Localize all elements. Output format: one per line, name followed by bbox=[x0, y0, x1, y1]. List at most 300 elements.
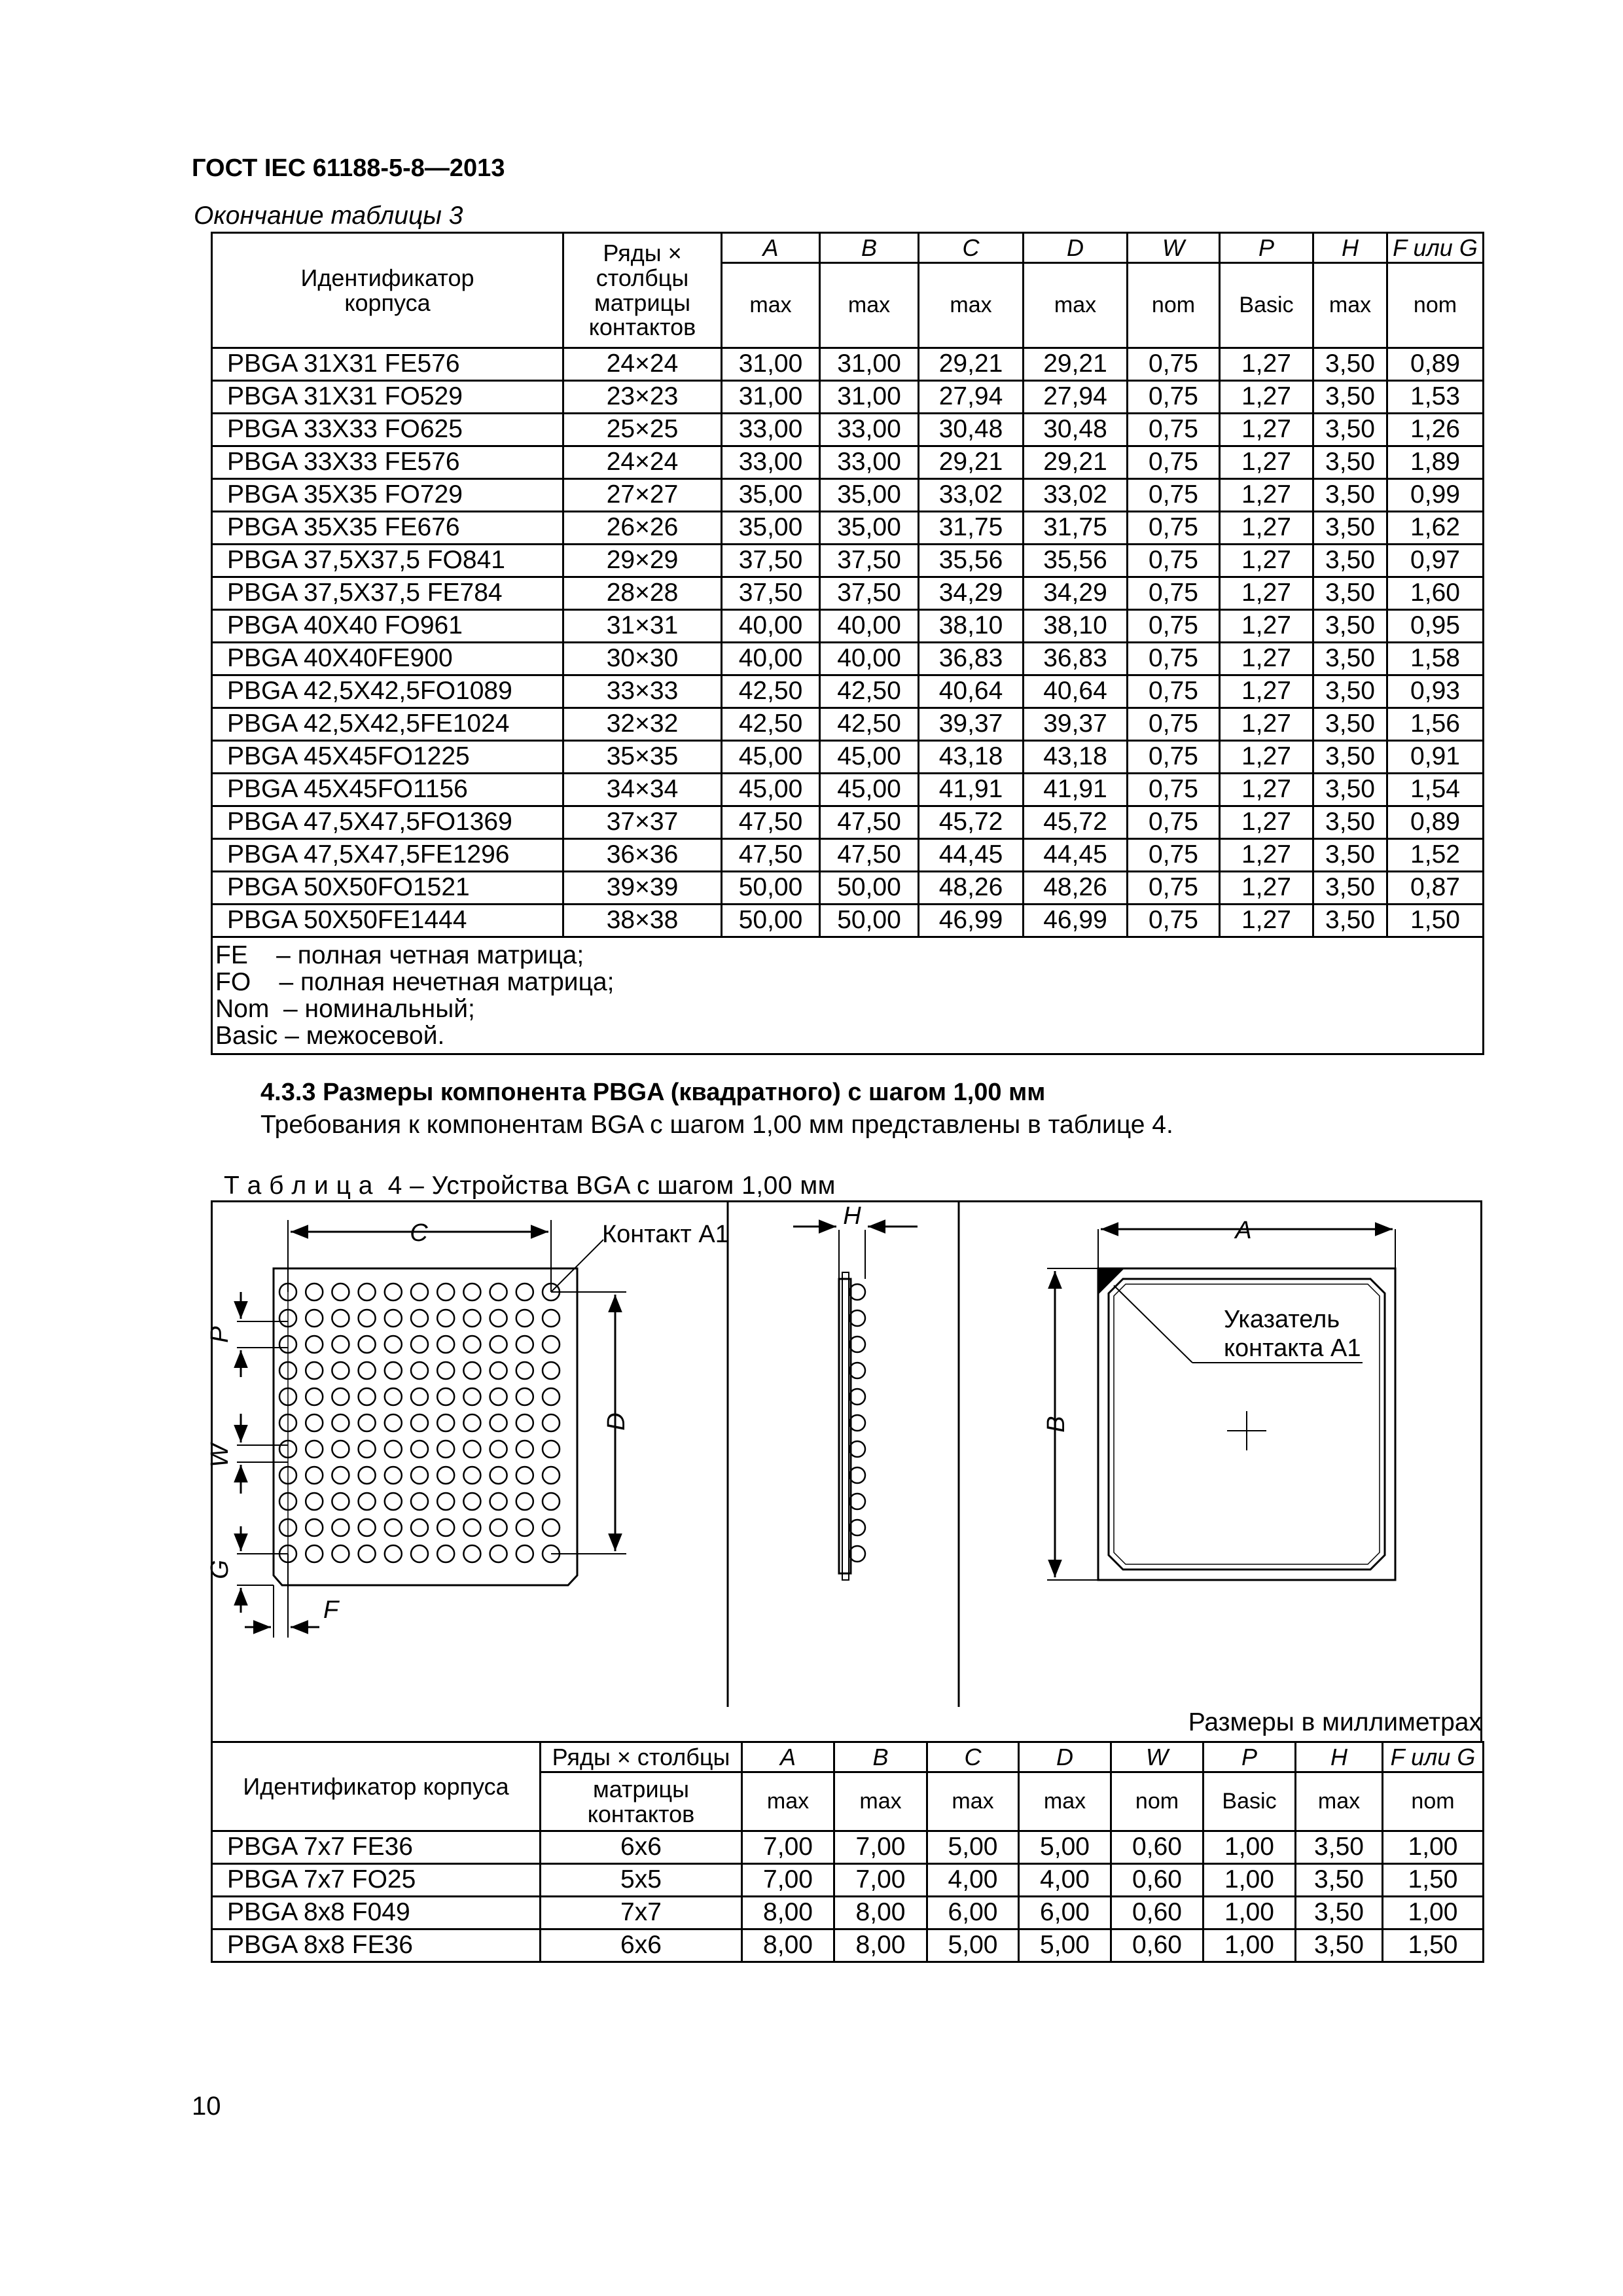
solder-ball bbox=[411, 1414, 428, 1431]
table4-head-p: P bbox=[1204, 1742, 1296, 1772]
solder-ball bbox=[463, 1310, 480, 1327]
solder-ball bbox=[306, 1493, 323, 1510]
table-cell: 35×35 bbox=[563, 741, 722, 774]
solder-ball bbox=[463, 1362, 480, 1379]
table-cell: 45,00 bbox=[722, 774, 820, 806]
solder-ball bbox=[463, 1283, 480, 1300]
solder-ball bbox=[490, 1493, 507, 1510]
table4-caption: Т а б л и ц а 4 – Устройства BGA с шагом 1,00 мм bbox=[224, 1172, 836, 1200]
solder-ball bbox=[437, 1310, 454, 1327]
solder-ball bbox=[463, 1519, 480, 1536]
solder-ball bbox=[359, 1414, 376, 1431]
table-cell: 1,62 bbox=[1387, 512, 1484, 545]
side-solder-ball bbox=[849, 1467, 865, 1483]
table-cell: 0,89 bbox=[1387, 348, 1484, 381]
table-cell: 33×33 bbox=[563, 675, 722, 708]
table-cell: 33,00 bbox=[722, 446, 820, 479]
note-basic: Basic – межосевой. bbox=[215, 1021, 445, 1050]
table3-caption: Окончание таблицы 3 bbox=[194, 202, 463, 230]
table-cell: 1,26 bbox=[1387, 414, 1484, 446]
table4-limit-c: max bbox=[927, 1772, 1019, 1831]
solder-ball bbox=[359, 1336, 376, 1353]
table3-head-b: B bbox=[820, 233, 919, 263]
solder-ball bbox=[490, 1310, 507, 1327]
side-solder-ball bbox=[849, 1520, 865, 1535]
table-cell: 48,26 bbox=[919, 872, 1024, 905]
table-row bbox=[212, 643, 1484, 675]
table-cell: 35,56 bbox=[1024, 545, 1128, 577]
table3-limit-b: max bbox=[820, 263, 919, 348]
table-cell: 37,50 bbox=[820, 545, 919, 577]
solder-ball bbox=[332, 1362, 349, 1379]
table-cell: 1,27 bbox=[1220, 381, 1313, 414]
note-fo: FO – полная нечетная матрица; bbox=[215, 968, 615, 997]
table-cell: 0,75 bbox=[1128, 610, 1220, 643]
table-cell: 37×37 bbox=[563, 806, 722, 839]
table4-limit-f-or-g: nom bbox=[1383, 1772, 1484, 1831]
solder-ball bbox=[411, 1493, 428, 1510]
table-cell-id: PBGA 45X45FO1225 bbox=[212, 741, 563, 774]
table-cell: 0,75 bbox=[1128, 348, 1220, 381]
table-cell: 24×24 bbox=[563, 446, 722, 479]
table-cell: 47,50 bbox=[722, 806, 820, 839]
table-cell: 0,75 bbox=[1128, 839, 1220, 872]
table-cell: 1,27 bbox=[1220, 414, 1313, 446]
table-cell: 1,00 bbox=[1204, 1864, 1296, 1897]
table-row bbox=[212, 708, 1484, 741]
table-cell: 1,27 bbox=[1220, 741, 1313, 774]
table-cell: 0,95 bbox=[1387, 610, 1484, 643]
solder-ball bbox=[490, 1362, 507, 1379]
table-cell: 1,58 bbox=[1387, 643, 1484, 675]
table-cell: 0,75 bbox=[1128, 381, 1220, 414]
bga-package-figure bbox=[206, 1200, 1482, 1742]
solder-ball bbox=[490, 1519, 507, 1536]
table-cell: 40,64 bbox=[1024, 675, 1128, 708]
solder-ball bbox=[516, 1545, 533, 1562]
table3-limit-w: nom bbox=[1128, 263, 1220, 348]
solder-ball bbox=[359, 1310, 376, 1327]
table-cell: 5,00 bbox=[927, 1831, 1019, 1864]
table-cell: 47,50 bbox=[820, 806, 919, 839]
table-cell: 4,00 bbox=[927, 1864, 1019, 1897]
table-cell: 33,02 bbox=[1024, 479, 1128, 512]
table-cell: 38,10 bbox=[1024, 610, 1128, 643]
table-cell: 7,00 bbox=[834, 1831, 927, 1864]
table-cell: 6x6 bbox=[541, 1929, 742, 1962]
table3-head-h: H bbox=[1313, 233, 1387, 263]
solder-ball bbox=[437, 1493, 454, 1510]
top-view bbox=[1043, 1217, 1395, 1580]
table-cell: 45,00 bbox=[820, 774, 919, 806]
table-cell: 1,89 bbox=[1387, 446, 1484, 479]
solder-ball bbox=[490, 1441, 507, 1458]
solder-ball bbox=[385, 1336, 402, 1353]
table-cell-id: PBGA 31X31 FO529 bbox=[212, 381, 563, 414]
table-cell: 3,50 bbox=[1313, 741, 1387, 774]
solder-ball bbox=[332, 1545, 349, 1562]
table-cell: 48,26 bbox=[1024, 872, 1128, 905]
table-row bbox=[212, 1831, 1484, 1864]
table-cell-id: PBGA 42,5X42,5FO1089 bbox=[212, 675, 563, 708]
solder-ball bbox=[516, 1336, 533, 1353]
dim-p-label: P bbox=[206, 1326, 234, 1343]
table4-head-f-or-g: F или G bbox=[1383, 1742, 1484, 1772]
table-cell-id: PBGA 45X45FO1156 bbox=[212, 774, 563, 806]
table-cell: 31×31 bbox=[563, 610, 722, 643]
table-cell: 24×24 bbox=[563, 348, 722, 381]
side-balls bbox=[849, 1284, 865, 1562]
solder-ball bbox=[490, 1336, 507, 1353]
table-cell: 40,00 bbox=[722, 643, 820, 675]
table-cell: 0,97 bbox=[1387, 545, 1484, 577]
table-cell-id: PBGA 7x7 FO25 bbox=[212, 1864, 541, 1897]
solder-ball bbox=[385, 1441, 402, 1458]
table-cell: 1,27 bbox=[1220, 774, 1313, 806]
table-cell: 1,27 bbox=[1220, 708, 1313, 741]
table-cell: 1,00 bbox=[1383, 1831, 1484, 1864]
table-row bbox=[212, 610, 1484, 643]
table-row bbox=[212, 545, 1484, 577]
solder-ball bbox=[411, 1388, 428, 1405]
table-cell: 42,50 bbox=[820, 675, 919, 708]
table4-head-b: B bbox=[834, 1742, 927, 1772]
table-row bbox=[212, 414, 1484, 446]
table-cell: 3,50 bbox=[1313, 708, 1387, 741]
solder-ball bbox=[306, 1545, 323, 1562]
solder-ball bbox=[543, 1336, 560, 1353]
solder-ball bbox=[543, 1362, 560, 1379]
table-cell: 0,91 bbox=[1387, 741, 1484, 774]
solder-ball bbox=[359, 1362, 376, 1379]
table-cell-id: PBGA 33X33 FE576 bbox=[212, 446, 563, 479]
table-cell-id: PBGA 8x8 F049 bbox=[212, 1897, 541, 1929]
solder-ball bbox=[463, 1388, 480, 1405]
table-cell: 5,00 bbox=[927, 1929, 1019, 1962]
solder-ball bbox=[332, 1388, 349, 1405]
table-cell: 31,00 bbox=[820, 381, 919, 414]
contact-a1-label: Контакт A1 bbox=[602, 1221, 729, 1248]
solder-ball bbox=[463, 1545, 480, 1562]
table-row bbox=[212, 1929, 1484, 1962]
solder-ball bbox=[437, 1283, 454, 1300]
pointer-label-line2: контакта A1 bbox=[1224, 1335, 1361, 1362]
table4-head-c: C bbox=[927, 1742, 1019, 1772]
table-cell: 27,94 bbox=[919, 381, 1024, 414]
table-cell: 0,60 bbox=[1111, 1831, 1204, 1864]
table-cell: 1,50 bbox=[1383, 1929, 1484, 1962]
solder-ball bbox=[359, 1519, 376, 1536]
table4-limit-a: max bbox=[742, 1772, 834, 1831]
table-cell: 31,00 bbox=[722, 348, 820, 381]
solder-ball bbox=[516, 1441, 533, 1458]
section-text: Требования к компонентам BGA с шагом 1,00 мм представлены в таблице 4. bbox=[260, 1111, 1173, 1139]
table3-head bbox=[212, 233, 1484, 348]
side-solder-ball bbox=[849, 1336, 865, 1352]
table-cell-id: PBGA 35X35 FO729 bbox=[212, 479, 563, 512]
solder-ball bbox=[543, 1441, 560, 1458]
table-cell: 6x6 bbox=[541, 1831, 742, 1864]
table3-limit-a: max bbox=[722, 263, 820, 348]
table-cell: 36×36 bbox=[563, 839, 722, 872]
table4-body bbox=[212, 1831, 1484, 1962]
table-row bbox=[212, 577, 1484, 610]
table-cell: 1,27 bbox=[1220, 643, 1313, 675]
solder-ball bbox=[332, 1467, 349, 1484]
table-cell: 0,75 bbox=[1128, 675, 1220, 708]
table-cell: 7x7 bbox=[541, 1897, 742, 1929]
table-row bbox=[212, 806, 1484, 839]
table-cell: 1,27 bbox=[1220, 839, 1313, 872]
solder-ball bbox=[385, 1467, 402, 1484]
solder-ball bbox=[306, 1336, 323, 1353]
table-cell: 45,00 bbox=[722, 741, 820, 774]
table-row bbox=[212, 1864, 1484, 1897]
side-solder-ball bbox=[849, 1441, 865, 1457]
table-cell: 36,83 bbox=[919, 643, 1024, 675]
table-cell: 33,00 bbox=[820, 414, 919, 446]
table-row bbox=[212, 348, 1484, 381]
table3-head-rows-cols: Ряды × столбцы матрицы контактов bbox=[563, 233, 722, 348]
table-cell: 33,00 bbox=[722, 414, 820, 446]
table-cell: 30,48 bbox=[1024, 414, 1128, 446]
ball-grid bbox=[279, 1283, 560, 1562]
solder-ball bbox=[543, 1414, 560, 1431]
solder-ball bbox=[306, 1388, 323, 1405]
table4-head-h: H bbox=[1296, 1742, 1383, 1772]
table-cell: 39×39 bbox=[563, 872, 722, 905]
table-cell: 29,21 bbox=[919, 446, 1024, 479]
table-cell: 38,10 bbox=[919, 610, 1024, 643]
table-cell: 4,00 bbox=[1019, 1864, 1111, 1897]
table-cell: 25×25 bbox=[563, 414, 722, 446]
table4-limit-w: nom bbox=[1111, 1772, 1204, 1831]
table-cell: 1,27 bbox=[1220, 610, 1313, 643]
solder-ball bbox=[306, 1414, 323, 1431]
table-cell-id: PBGA 42,5X42,5FE1024 bbox=[212, 708, 563, 741]
table-cell-id: PBGA 37,5X37,5 FO841 bbox=[212, 545, 563, 577]
solder-ball bbox=[543, 1493, 560, 1510]
table3-head-w: W bbox=[1128, 233, 1220, 263]
table-cell: 34×34 bbox=[563, 774, 722, 806]
solder-ball bbox=[411, 1519, 428, 1536]
table-cell: 44,45 bbox=[1024, 839, 1128, 872]
table4-limit-b: max bbox=[834, 1772, 927, 1831]
table-cell: 0,75 bbox=[1128, 872, 1220, 905]
table3-head-d: D bbox=[1024, 233, 1128, 263]
table-row bbox=[212, 905, 1484, 937]
table-cell: 1,60 bbox=[1387, 577, 1484, 610]
solder-ball bbox=[437, 1388, 454, 1405]
table3-head-c: C bbox=[919, 233, 1024, 263]
solder-ball bbox=[332, 1441, 349, 1458]
table4-head bbox=[212, 1742, 1484, 1831]
table-cell: 0,75 bbox=[1128, 905, 1220, 937]
table-cell: 40,64 bbox=[919, 675, 1024, 708]
solder-ball bbox=[437, 1441, 454, 1458]
table-cell: 1,54 bbox=[1387, 774, 1484, 806]
side-solder-ball bbox=[849, 1310, 865, 1326]
table-cell: 29,21 bbox=[919, 348, 1024, 381]
table-cell: 0,75 bbox=[1128, 708, 1220, 741]
solder-ball bbox=[359, 1493, 376, 1510]
table-cell: 35,00 bbox=[820, 512, 919, 545]
table-cell: 1,50 bbox=[1383, 1864, 1484, 1897]
table4 bbox=[211, 1741, 1484, 1963]
table-cell: 37,50 bbox=[722, 545, 820, 577]
table-cell: 43,18 bbox=[919, 741, 1024, 774]
bottom-view bbox=[206, 1219, 729, 1638]
table3-notes bbox=[212, 937, 1484, 1054]
table-cell: 3,50 bbox=[1313, 577, 1387, 610]
table-cell: 3,50 bbox=[1296, 1864, 1383, 1897]
table-cell: 8,00 bbox=[834, 1929, 927, 1962]
table-cell: 45,00 bbox=[820, 741, 919, 774]
table-cell: 0,75 bbox=[1128, 741, 1220, 774]
table-cell: 37,50 bbox=[722, 577, 820, 610]
table-cell: 31,75 bbox=[919, 512, 1024, 545]
table-cell: 23×23 bbox=[563, 381, 722, 414]
table-cell: 46,99 bbox=[1024, 905, 1128, 937]
solder-ball bbox=[543, 1467, 560, 1484]
table-cell: 0,75 bbox=[1128, 577, 1220, 610]
table-cell: 7,00 bbox=[742, 1831, 834, 1864]
table-cell: 8,00 bbox=[742, 1929, 834, 1962]
table-cell: 3,50 bbox=[1313, 774, 1387, 806]
table-cell: 1,27 bbox=[1220, 479, 1313, 512]
solder-ball bbox=[385, 1283, 402, 1300]
solder-ball bbox=[490, 1283, 507, 1300]
solder-ball bbox=[332, 1310, 349, 1327]
table3 bbox=[211, 232, 1484, 1055]
table-cell-id: PBGA 8x8 FE36 bbox=[212, 1929, 541, 1962]
units-note: Размеры в миллиметрах bbox=[1188, 1708, 1482, 1736]
table-cell: 33,00 bbox=[820, 446, 919, 479]
solder-ball bbox=[332, 1414, 349, 1431]
table-cell: 46,99 bbox=[919, 905, 1024, 937]
table-cell-id: PBGA 7x7 FE36 bbox=[212, 1831, 541, 1864]
solder-ball bbox=[411, 1310, 428, 1327]
table-cell: 8,00 bbox=[742, 1897, 834, 1929]
table-cell: 28×28 bbox=[563, 577, 722, 610]
table-cell: 34,29 bbox=[919, 577, 1024, 610]
table-cell: 1,00 bbox=[1204, 1897, 1296, 1929]
side-solder-ball bbox=[849, 1363, 865, 1378]
table-cell: 3,50 bbox=[1296, 1929, 1383, 1962]
solder-ball bbox=[463, 1414, 480, 1431]
document-header: ГОСТ IEC 61188-5-8—2013 bbox=[192, 154, 505, 182]
table-cell: 42,50 bbox=[820, 708, 919, 741]
table-cell: 7,00 bbox=[834, 1864, 927, 1897]
table-cell: 32×32 bbox=[563, 708, 722, 741]
table-cell: 0,87 bbox=[1387, 872, 1484, 905]
table4-head-id: Идентификатор корпуса bbox=[212, 1742, 541, 1831]
table-cell: 1,50 bbox=[1387, 905, 1484, 937]
table3-head-p: P bbox=[1220, 233, 1313, 263]
table-cell: 3,50 bbox=[1313, 479, 1387, 512]
table3-head-a: A bbox=[722, 233, 820, 263]
table-cell-id: PBGA 50X50FO1521 bbox=[212, 872, 563, 905]
solder-ball bbox=[411, 1467, 428, 1484]
solder-ball bbox=[543, 1519, 560, 1536]
table-cell: 0,60 bbox=[1111, 1864, 1204, 1897]
table4-limit-h: max bbox=[1296, 1772, 1383, 1831]
table-cell: 1,27 bbox=[1220, 577, 1313, 610]
solder-ball bbox=[543, 1388, 560, 1405]
table-cell: 0,75 bbox=[1128, 643, 1220, 675]
table-cell: 7,00 bbox=[742, 1864, 834, 1897]
table-cell: 0,75 bbox=[1128, 414, 1220, 446]
solder-ball bbox=[516, 1310, 533, 1327]
table-row bbox=[212, 741, 1484, 774]
table-cell: 3,50 bbox=[1313, 348, 1387, 381]
table-cell: 41,91 bbox=[1024, 774, 1128, 806]
dim-a-label: A bbox=[1235, 1217, 1252, 1244]
side-view bbox=[793, 1202, 918, 1580]
table-row bbox=[212, 872, 1484, 905]
table-cell: 0,60 bbox=[1111, 1897, 1204, 1929]
solder-ball bbox=[332, 1336, 349, 1353]
table-cell: 1,27 bbox=[1220, 806, 1313, 839]
table-cell: 1,27 bbox=[1220, 446, 1313, 479]
table4-limit-p: Basic bbox=[1204, 1772, 1296, 1831]
table-cell: 0,93 bbox=[1387, 675, 1484, 708]
table-cell-id: PBGA 40X40FE900 bbox=[212, 643, 563, 675]
table4-limit-d: max bbox=[1019, 1772, 1111, 1831]
table-cell: 31,00 bbox=[820, 348, 919, 381]
table-cell: 40,00 bbox=[820, 643, 919, 675]
note-fe: FE – полная четная матрица; bbox=[215, 941, 584, 970]
solder-ball bbox=[385, 1310, 402, 1327]
table-row bbox=[212, 479, 1484, 512]
table3-head-f-or-g: F или G bbox=[1387, 233, 1484, 263]
solder-ball bbox=[359, 1467, 376, 1484]
table-cell: 1,27 bbox=[1220, 905, 1313, 937]
table-cell: 34,29 bbox=[1024, 577, 1128, 610]
solder-ball bbox=[385, 1362, 402, 1379]
solder-ball bbox=[306, 1362, 323, 1379]
solder-ball bbox=[385, 1414, 402, 1431]
table3-limit-c: max bbox=[919, 263, 1024, 348]
table4-head-rows-cols-2: матрицы контактов bbox=[541, 1772, 742, 1831]
table-cell: 3,50 bbox=[1313, 643, 1387, 675]
solder-ball bbox=[306, 1467, 323, 1484]
solder-ball bbox=[437, 1467, 454, 1484]
table-cell-id: PBGA 47,5X47,5FO1369 bbox=[212, 806, 563, 839]
solder-ball bbox=[332, 1519, 349, 1536]
side-solder-ball bbox=[849, 1284, 865, 1300]
table-cell: 45,72 bbox=[919, 806, 1024, 839]
table-row bbox=[212, 1897, 1484, 1929]
table-cell: 50,00 bbox=[820, 872, 919, 905]
table-cell: 42,50 bbox=[722, 675, 820, 708]
table-cell: 1,56 bbox=[1387, 708, 1484, 741]
table-cell-id: PBGA 31X31 FE576 bbox=[212, 348, 563, 381]
table-cell: 50,00 bbox=[722, 905, 820, 937]
solder-ball bbox=[437, 1519, 454, 1536]
table-cell: 0,75 bbox=[1128, 806, 1220, 839]
table-cell: 1,00 bbox=[1383, 1897, 1484, 1929]
solder-ball bbox=[437, 1545, 454, 1562]
solder-ball bbox=[463, 1493, 480, 1510]
solder-ball bbox=[385, 1519, 402, 1536]
table-cell: 6,00 bbox=[927, 1897, 1019, 1929]
table-row bbox=[212, 839, 1484, 872]
table-cell: 3,50 bbox=[1296, 1897, 1383, 1929]
table3-body bbox=[212, 348, 1484, 937]
side-solder-ball bbox=[849, 1389, 865, 1405]
solder-ball bbox=[411, 1545, 428, 1562]
